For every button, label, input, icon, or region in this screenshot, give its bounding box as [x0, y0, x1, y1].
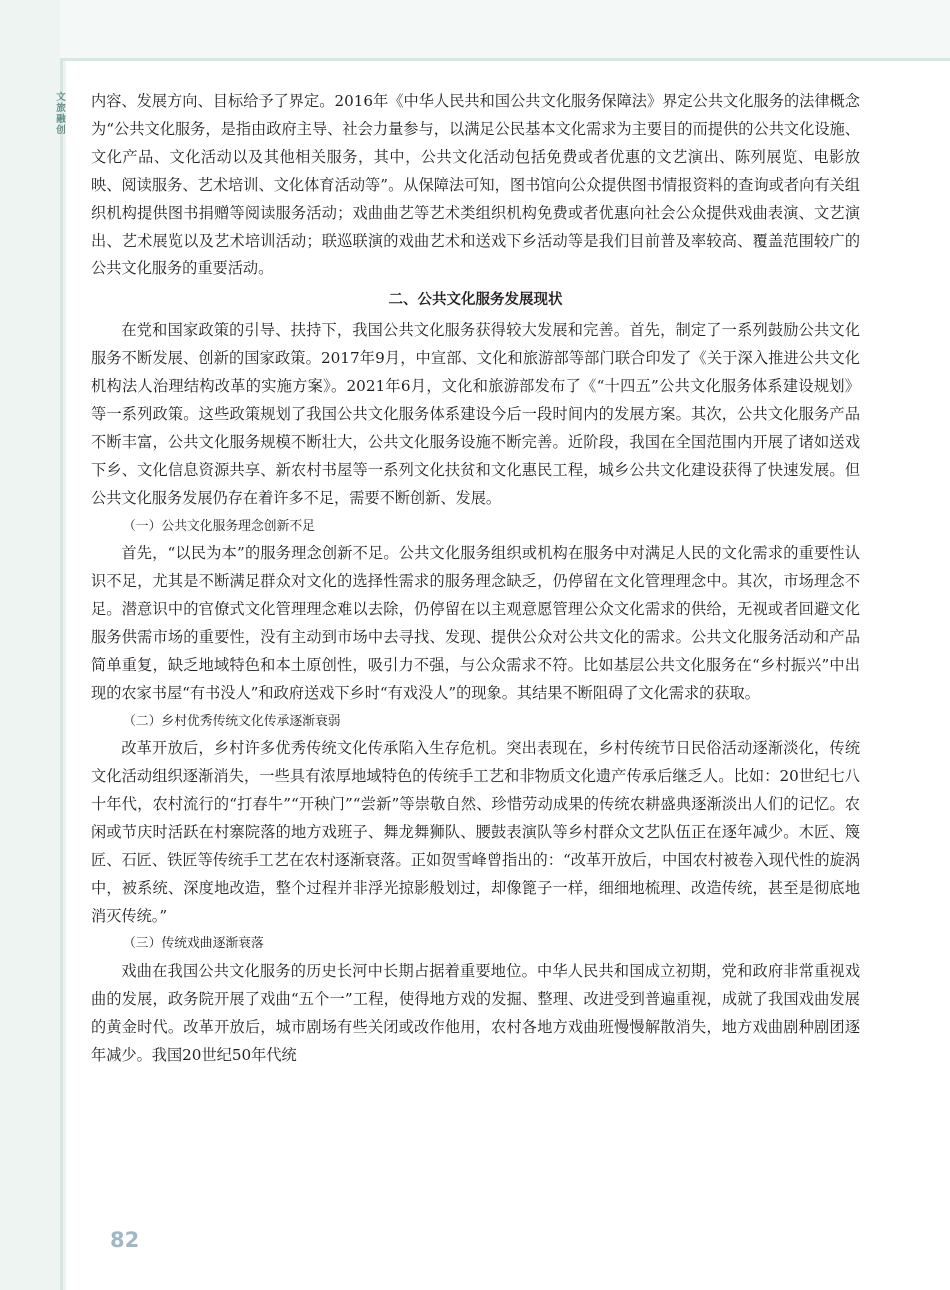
intro-paragraph: 内容、发展方向、目标给予了界定。2016年《中华人民共和国公共文化服务保障法》界定公共文化服务的法律概念为“公共文化服务，是指由政府主导、社会力量参与，以满足公民基本文化需求为主要目的而提供的公共文化设施、文化产品、文化活动以及其他相关服务，其中，公共文化活动包括免费或者优惠的文艺演出、陈列展览、电影放映、阅读服务、艺术培训、文化体育活动等”。从保障法可知，图书馆向公众提供图书情报资料的查询或者向有关组织机构提供图书捐赠等阅读服务活动；戏曲曲艺等艺术类组织机构免费或者优惠向社会公众提供戏曲表演、文艺演出、艺术展览以及艺术培训活动；联巡联演的戏曲艺术和送戏下乡活动等是我们目前普及率较高、覆盖范围较广的公共文化服务的重要活动。: [91, 92, 860, 278]
subsection-heading: （二）乡村优秀传统文化传承逐渐衰弱: [123, 713, 341, 729]
page-number: 82: [110, 1228, 140, 1252]
section-paragraph: 在党和国家政策的引导、扶持下，我国公共文化服务获得较大发展和完善。首先，制定了一系列鼓励公共文化服务不断发展、创新的国家政策。2017年9月，中宣部、文化和旅游部等部门联合印发了《关于深入推进公共文化机构法人治理结构改革的实施方案》。2021年6月，文化和旅游部发布了《“十四五”公共文化服务体系建设规划》等一系列政策。这些政策规划了我国公共文化服务体系建设今后一段时间内的发展方案。其次，公共文化服务产品不断丰富，公共文化服务规模不断壮大，公共文化服务设施不断完善。近阶段，我国在全国范围内开展了诸如送戏下乡、文化信息资源共享、新农村书屋等一系列文化扶贫和文化惠民工程，城乡公共文化建设获得了快速发展。但公共文化服务发展仍存在着许多不足，需要不断创新、发展。: [91, 321, 860, 507]
subsection-paragraph: 首先，“以民为本”的服务理念创新不足。公共文化服务组织或机构在服务中对满足人民的文化需求的重要性认识不足，尤其是不断满足群众对文化的选择性需求的服务理念缺乏，仍停留在文化管理理念中。其次，市场理念不足。潜意识中的官僚式文化管理理念难以去除，仍停留在以主观意愿管理公众文化需求的供给，无视或者回避文化服务供需市场的重要性，没有主动到市场中去寻找、发现、提供公众对公共文化的需求。公共文化服务活动和产品简单重复，缺乏地域特色和本土原创性，吸引力不强，与公众需求不符。比如基层公共文化服务在“乡村振兴”中出现的农家书屋“有书没人”和政府送戏下乡时“有戏没人”的现象。其结果不断阻碍了文化需求的获取。: [91, 544, 860, 702]
subsection-paragraph: 改革开放后，乡村许多优秀传统文化传承陷入生存危机。突出表现在，乡村传统节日民俗活动逐渐淡化，传统文化活动组织逐渐消失，一些具有浓厚地域特色的传统手工艺和非物质文化遗产传承后继乏人。比如：20世纪七八十年代，农村流行的“打春牛”“开秧门”“尝新”等崇敬自然、珍惜劳动成果的传统农耕盛典逐渐淡出人们的记忆。农闲或节庆时活跃在村寨院落的地方戏班子、舞龙舞狮队、腰鼓表演队等乡村群众文艺队伍正在逐年减少。木匠、篾匠、石匠、铁匠等传统手工艺在农村逐渐衰落。正如贺雪峰曾指出的：“改革开放后，中国农村被卷入现代性的旋涡中，被系统、深度地改造，整个过程并非浮光掠影般划过，却像篦子一样，细细地梳理、改造传统，甚至是彻底地消灭传统。”: [91, 739, 860, 925]
section-heading: 二、公共文化服务发展现状: [388, 292, 563, 309]
subsection-heading: （一）公共文化服务理念创新不足: [123, 518, 315, 534]
article-body: [91, 88, 860, 1070]
left-margin-rule: [60, 0, 63, 1290]
subsection-paragraph: 戏曲在我国公共文化服务的历史长河中长期占据着重要地位。中华人民共和国成立初期，党和政府非常重视戏曲的发展，政务院开展了戏曲“五个一”工程，使得地方戏的发掘、整理、改进受到普遍重视，成就了我国戏曲发展的黄金时代。改革开放后，城市剧场有些关闭或改作他用，农村各地方戏曲班慢慢解散消失，地方戏曲剧种剧团逐年减少。我国20世纪50年代统: [91, 961, 860, 1064]
page-header-band: [60, 0, 950, 61]
subsection-heading: （三）传统戏曲逐渐衰落: [123, 936, 264, 952]
column-tag: 文旅融创: [56, 92, 66, 136]
left-margin-rail: [0, 0, 66, 1290]
